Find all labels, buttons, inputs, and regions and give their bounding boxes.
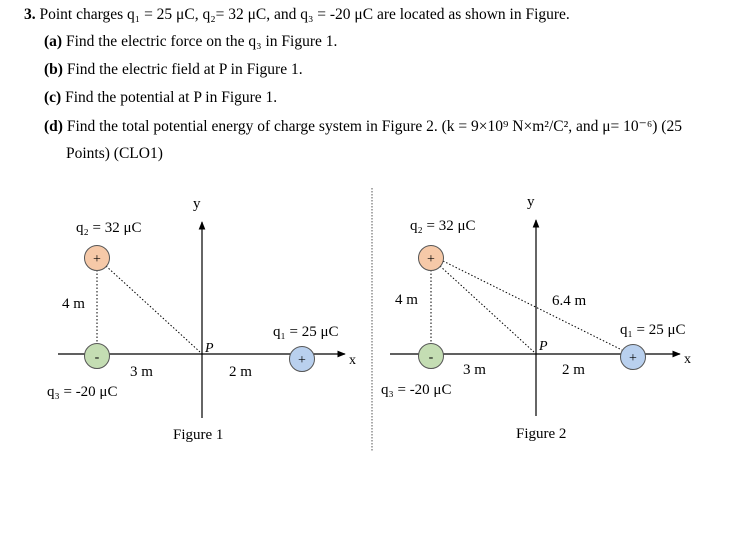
question-stem: Point charges q₁ = 25 μC, q₂= 32 μC, and q₃ = -20 μC are located as shown in Figure. [39,6,570,23]
fig1-diagonal-dotted-line [106,266,200,352]
fig2-left-distance: 3 m [463,362,486,378]
fig2-q3-label: q₃ = -20 μC [381,382,452,398]
part-c-label: (c) [44,89,62,106]
fig2-q2-q1-dotted-line [443,261,622,350]
fig1-vertical-distance: 4 m [62,296,85,312]
fig1-q2-label: q₂ = 32 μC [76,220,142,236]
fig1-q2-sign: + [93,252,101,267]
part-d-continuation: Points) (CLO1) [66,145,163,162]
part-b-label: (b) [44,61,63,78]
fig1-q3-sign: - [94,350,100,365]
part-a-label: (a) [44,33,63,50]
part-d-text: Find the total potential energy of charge system in Figure 2. (k = 9×10⁹ N×m²/C², and μ= 10⁻⁶) (25 [66,118,682,135]
fig1-q1-label: q₁ = 25 μC [273,324,339,340]
part-c-text: Find the potential at P in Figure 1. [65,89,278,106]
question-number: 3. [24,6,36,23]
figure-1 [47,196,356,443]
fig2-point-p: P [539,339,548,354]
fig1-caption: Figure 1 [173,427,224,443]
fig1-x-label: x [349,353,356,368]
fig2-diagonal-distance: 6.4 m [552,293,587,309]
fig2-q1-label: q₁ = 25 μC [620,322,686,338]
fig2-q3-sign: - [428,350,434,365]
part-b-text: Find the electric field at P in Figure 1. [66,61,303,78]
part-a-text: Find the electric force on the q₃ in Figure 1. [65,33,338,50]
figure-2 [381,194,691,442]
fig2-q2-sign: + [427,252,435,267]
fig2-x-label: x [684,352,691,367]
part-d-label: (d) [44,118,63,135]
fig2-vertical-distance: 4 m [395,292,418,308]
fig2-diagonal-dotted-line [440,266,534,352]
fig2-right-distance: 2 m [562,362,585,378]
fig1-y-label: y [193,196,201,212]
fig1-right-distance: 2 m [229,364,252,380]
fig2-caption: Figure 2 [516,426,567,442]
fig2-q1-sign: + [629,351,637,366]
fig1-point-p: P [205,341,214,356]
fig1-left-distance: 3 m [130,364,153,380]
fig2-q2-label: q₂ = 32 μC [410,218,476,234]
fig1-q1-sign: + [298,353,306,368]
fig1-q3-label: q₃ = -20 μC [47,384,118,400]
fig2-y-label: y [527,194,535,210]
